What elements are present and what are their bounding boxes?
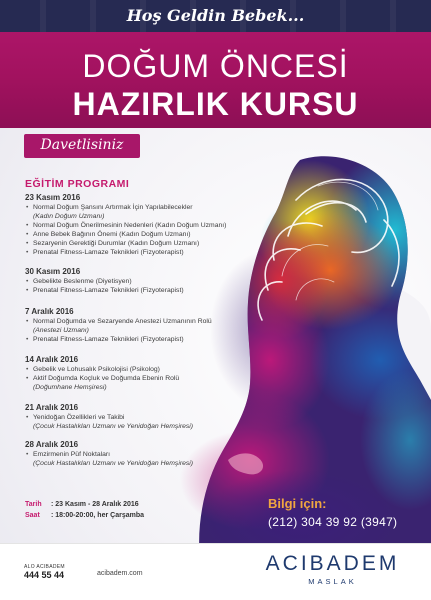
program-item: • Prenatal Fitness-Lamaze Teknikleri (Fizyoterapist) <box>25 335 275 344</box>
program-day <box>25 355 275 392</box>
greeting: Hoş Geldin Bebek... <box>126 6 305 25</box>
program-item: (Çocuk Hastalıkları Uzmanı ve Yenidoğan Hemşiresi) <box>33 460 194 467</box>
call-center <box>24 564 65 580</box>
day-date: 23 Kasım 2016 <box>25 193 81 202</box>
schedule-date-row <box>25 499 144 510</box>
program-item: • Sezaryenin Gerektiği Durumlar (Kadın Doğum Uzmanı) <box>25 239 275 248</box>
contact-info <box>268 496 397 529</box>
brand-name: ACIBADEM <box>265 552 400 575</box>
header-banner <box>0 0 431 128</box>
program-day <box>25 267 275 295</box>
program-item: • Normal Doğum Şansını Artırmak İçin Yapılabilecekler <box>25 203 275 212</box>
footer-bar <box>0 543 431 600</box>
program-day <box>25 193 275 257</box>
call-center-label: ALO ACIBADEM <box>24 564 65 570</box>
day-date: 7 Aralık 2016 <box>25 307 74 316</box>
day-date: 30 Kasım 2016 <box>25 267 81 276</box>
day-date: 28 Aralık 2016 <box>25 440 79 449</box>
program-title: EĞİTİM PROGRAMI <box>25 178 130 190</box>
website-link[interactable]: acibadem.com <box>97 570 143 577</box>
program-item: • Normal Doğumda ve Sezaryende Anestezi Uzmanının Rolü <box>25 317 275 326</box>
program-item: • Gebelik ve Lohusalık Psikolojisi (Psikolog) <box>25 365 275 374</box>
brand-logo <box>255 552 410 586</box>
program-day <box>25 307 275 344</box>
invite-label: Davetlisiniz <box>40 137 124 153</box>
program-day <box>25 440 275 468</box>
program-item: • Normal Doğum Önerilmesinin Nedenleri (Kadın Doğum Uzmanı) <box>25 221 275 230</box>
program-item: • Yenidoğan Özellikleri ve Takibi <box>25 413 275 422</box>
program-item: (Anestezi Uzmanı) <box>33 327 89 334</box>
program-item: (Doğumhane Hemşiresi) <box>33 384 107 391</box>
date-value: : 23 Kasım - 28 Aralık 2016 <box>51 501 139 508</box>
program-item: • Gebelikte Beslenme (Diyetisyen) <box>25 277 275 286</box>
program-item: • Prenatal Fitness-Lamaze Teknikleri (Fizyoterapist) <box>25 248 275 257</box>
day-date: 14 Aralık 2016 <box>25 355 79 364</box>
time-value: : 18:00-20:00, her Çarşamba <box>51 512 144 519</box>
call-center-number[interactable]: 444 55 44 <box>24 570 65 580</box>
program-item: (Kadın Doğum Uzmanı) <box>33 213 105 220</box>
title-line-2: HAZIRLIK KURSU <box>72 86 359 122</box>
invite-badge <box>24 134 140 158</box>
date-label: Tarih <box>25 501 42 508</box>
contact-phone[interactable]: (212) 304 39 92 (3947) <box>268 515 398 529</box>
program-item: (Çocuk Hastalıkları Uzmanı ve Yenidoğan Hemşiresi) <box>33 423 194 430</box>
schedule-info <box>25 499 144 521</box>
contact-title: Bilgi için: <box>268 496 327 511</box>
program-item: • Emzirmenin Püf Noktaları <box>25 450 275 459</box>
program-item: • Aktif Doğumda Koçluk ve Doğumda Ebenin Rolü <box>25 374 275 383</box>
title-line-1: DOĞUM ÖNCESİ <box>82 48 349 84</box>
program-item: • Prenatal Fitness-Lamaze Teknikleri (Fizyoterapist) <box>25 286 275 295</box>
schedule-time-row <box>25 510 144 521</box>
day-date: 21 Aralık 2016 <box>25 403 79 412</box>
program-item: • Anne Bebek Bağının Önemi (Kadın Doğum Uzmanı) <box>25 230 275 239</box>
brand-location: MASLAK <box>308 577 357 586</box>
time-label: Saat <box>25 512 40 519</box>
program-day <box>25 403 275 431</box>
